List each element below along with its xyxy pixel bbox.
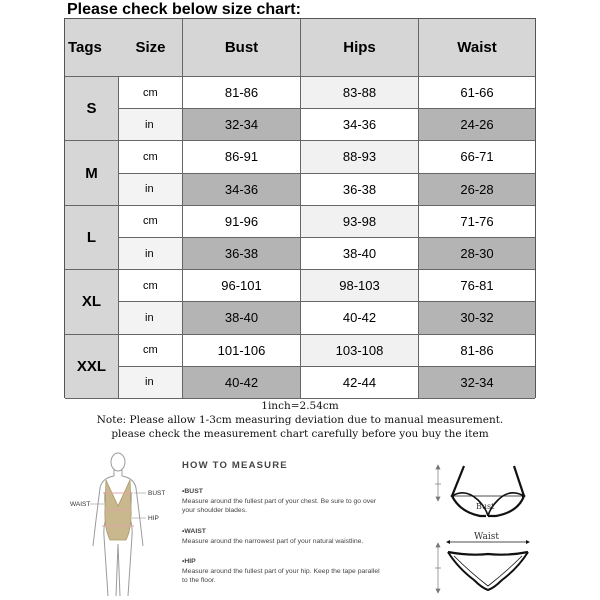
bust-in-cell: 34-36 — [183, 174, 301, 206]
unit-cm-cell: cm — [119, 335, 183, 367]
hips-cm-cell: 93-98 — [301, 206, 419, 238]
waist-cm-cell: 61-66 — [419, 77, 535, 109]
bust-text-1: Measure around the fullest part of your chest. Be sure to go over — [182, 497, 377, 505]
conversion-note: 1inch=2.54cm — [261, 400, 339, 412]
hip-instructions — [182, 557, 380, 586]
hip-text-1: Measure around the fullest part of your hip. Keep the tape parallel — [182, 567, 380, 575]
waist-instructions — [182, 527, 363, 546]
size-chart-table — [64, 18, 536, 398]
unit-in-cell: in — [119, 109, 183, 141]
bust-heading: •BUST — [182, 488, 203, 495]
bust-in-cell: 38-40 — [183, 302, 301, 334]
waist-in-cell: 32-34 — [419, 367, 535, 399]
garment-waist-label: Waist — [474, 532, 499, 542]
header-tags: Tags — [65, 19, 119, 77]
hips-cm-cell: 83-88 — [301, 77, 419, 109]
figure-bust-label: BUST — [148, 490, 166, 497]
header-bust: Bust — [183, 19, 301, 77]
size-chart-title: Please check below size chart: — [67, 1, 301, 18]
size-tag-cell: S — [65, 77, 119, 141]
hip-heading: •HIP — [182, 558, 196, 565]
hips-in-cell: 42-44 — [301, 367, 419, 399]
bust-in-cell: 36-38 — [183, 238, 301, 270]
waist-cm-cell: 71-76 — [419, 206, 535, 238]
size-tag-cell: M — [65, 141, 119, 205]
unit-in-cell: in — [119, 367, 183, 399]
measurement-note: Note: Please allow 1-3cm measuring deviation due to manual measurement. — [96, 414, 504, 426]
unit-in-cell: in — [119, 174, 183, 206]
hips-in-cell: 34-36 — [301, 109, 419, 141]
hips-cm-cell: 103-108 — [301, 335, 419, 367]
hips-cm-cell: 88-93 — [301, 141, 419, 173]
bust-in-cell: 40-42 — [183, 367, 301, 399]
bust-text-2: your shoulder blades. — [182, 507, 247, 514]
unit-in-cell: in — [119, 238, 183, 270]
waist-cm-cell: 81-86 — [419, 335, 535, 367]
waist-text: Measure around the narrowest part of your natural waistline. — [182, 537, 364, 545]
header-waist: Waist — [419, 19, 535, 77]
body-figure-illustration — [60, 448, 185, 600]
unit-in-cell: in — [119, 302, 183, 334]
header-hips: Hips — [301, 19, 419, 77]
bust-cm-cell: 81-86 — [183, 77, 301, 109]
hips-in-cell: 38-40 — [301, 238, 419, 270]
bust-cm-cell: 91-96 — [183, 206, 301, 238]
check-note: please check the measurement chart carefully before you buy the item — [111, 428, 489, 440]
waist-in-cell: 30-32 — [419, 302, 535, 334]
waist-in-cell: 24-26 — [419, 109, 535, 141]
header-size: Size — [119, 19, 183, 77]
waist-in-cell: 28-30 — [419, 238, 535, 270]
unit-cm-cell: cm — [119, 141, 183, 173]
unit-cm-cell: cm — [119, 206, 183, 238]
size-tag-cell: XXL — [65, 335, 119, 399]
hip-text-2: to the floor. — [182, 577, 216, 584]
figure-hip-label: HIP — [148, 515, 159, 522]
waist-cm-cell: 66-71 — [419, 141, 535, 173]
waist-heading: •WAIST — [182, 528, 206, 535]
waist-in-cell: 26-28 — [419, 174, 535, 206]
bottom-garment-illustration — [430, 532, 535, 600]
bust-in-cell: 32-34 — [183, 109, 301, 141]
unit-cm-cell: cm — [119, 270, 183, 302]
bust-cm-cell: 96-101 — [183, 270, 301, 302]
figure-waist-label: WAIST — [70, 501, 91, 508]
garment-bust-label: Bust — [476, 502, 495, 511]
bust-cm-cell: 101-106 — [183, 335, 301, 367]
hips-in-cell: 40-42 — [301, 302, 419, 334]
bust-instructions — [182, 487, 376, 516]
waist-cm-cell: 76-81 — [419, 270, 535, 302]
hips-in-cell: 36-38 — [301, 174, 419, 206]
how-to-measure-title: HOW TO MEASURE — [182, 460, 288, 471]
bra-garment-illustration — [430, 462, 535, 524]
bust-cm-cell: 86-91 — [183, 141, 301, 173]
hips-cm-cell: 98-103 — [301, 270, 419, 302]
unit-cm-cell: cm — [119, 77, 183, 109]
size-tag-cell: XL — [65, 270, 119, 334]
size-tag-cell: L — [65, 206, 119, 270]
